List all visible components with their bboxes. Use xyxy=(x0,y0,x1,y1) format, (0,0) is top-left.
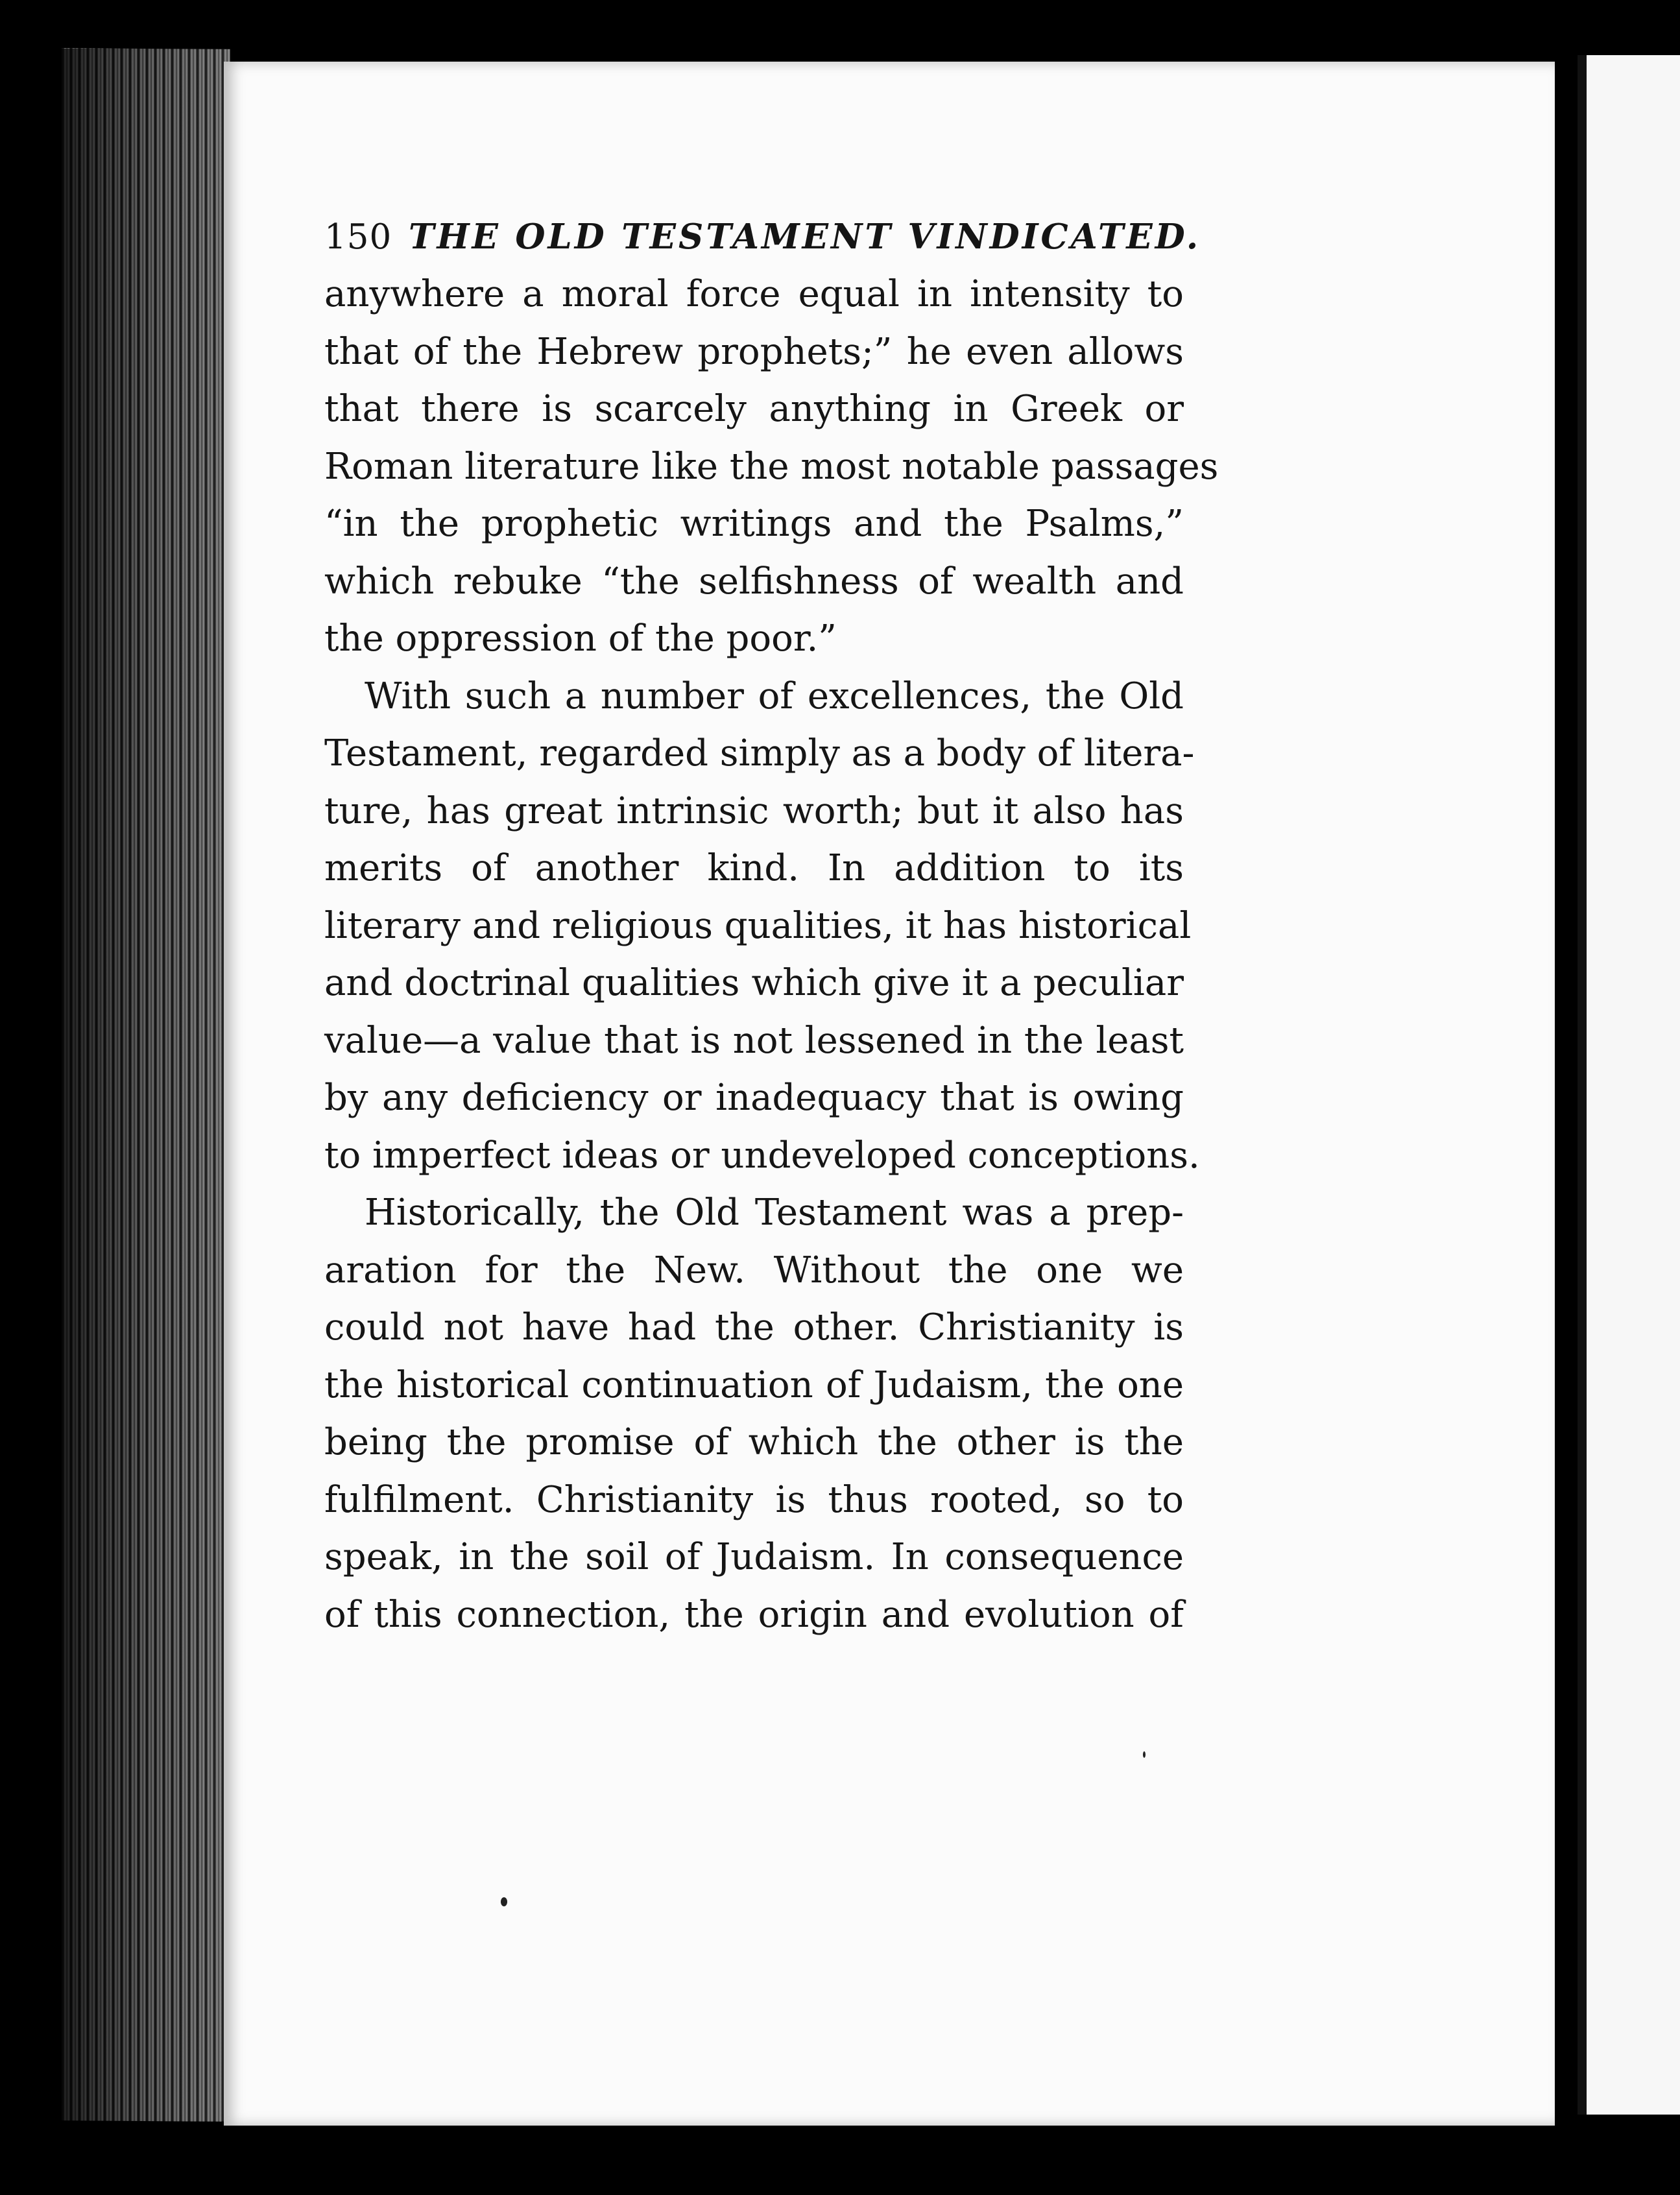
text-line: speak, in the soil of Judaism. In consequence xyxy=(324,1536,1184,1578)
text-line: to imperfect ideas or undeveloped conceptions. xyxy=(324,1134,1200,1177)
text-line: which rebuke “the selfishness of wealth and xyxy=(324,560,1184,603)
text-line: and doctrinal qualities which give it a peculiar xyxy=(324,962,1184,1004)
text-line: With such a number of excellences, the Old xyxy=(365,675,1184,717)
text-line: the historical continuation of Judaism, the one xyxy=(324,1363,1184,1406)
running-head xyxy=(324,208,1201,266)
text-line: “in the prophetic writings and the Psalms,” xyxy=(324,503,1184,545)
ink-speck xyxy=(1143,1751,1146,1758)
ink-speck xyxy=(501,1897,507,1906)
page-edges-shadow xyxy=(62,49,230,2121)
text-line: merits of another kind. In addition to its xyxy=(324,847,1184,889)
text-line: that there is scarcely anything in Greek or xyxy=(324,388,1184,430)
text-line: Historically, the Old Testament was a prep- xyxy=(365,1192,1184,1234)
page-number: 150 xyxy=(324,217,392,257)
text-line: anywhere a moral force equal in intensity to xyxy=(324,273,1184,315)
body-text xyxy=(324,266,1219,1644)
text-line: the oppression of the poor.” xyxy=(324,618,837,660)
text-line: of this connection, the origin and evolution of xyxy=(324,1593,1184,1636)
text-line: value—a value that is not lessened in the least xyxy=(324,1019,1184,1062)
text-line: literary and religious qualities, it has historical xyxy=(324,904,1192,947)
page-text-block xyxy=(324,208,1219,1644)
text-line: aration for the New. Without the one we xyxy=(324,1249,1184,1291)
text-line: Testament, regarded simply as a body of litera- xyxy=(324,732,1195,774)
text-line: fulfilment. Christianity is thus rooted, so to xyxy=(324,1478,1184,1521)
text-line: Roman literature like the most notable passages xyxy=(324,445,1219,488)
running-head-title: THE OLD TESTAMENT VINDICATED. xyxy=(409,217,1201,257)
text-line: by any deficiency or inadequacy that is owing xyxy=(324,1077,1184,1119)
text-line: ture, has great intrinsic worth; but it also has xyxy=(324,789,1184,832)
text-line: could not have had the other. Christianity is xyxy=(324,1306,1184,1349)
text-line: that of the Hebrew prophets;” he even allows xyxy=(324,330,1184,373)
facing-page-edge xyxy=(1578,55,1680,2115)
text-line: being the promise of which the other is the xyxy=(324,1421,1184,1463)
